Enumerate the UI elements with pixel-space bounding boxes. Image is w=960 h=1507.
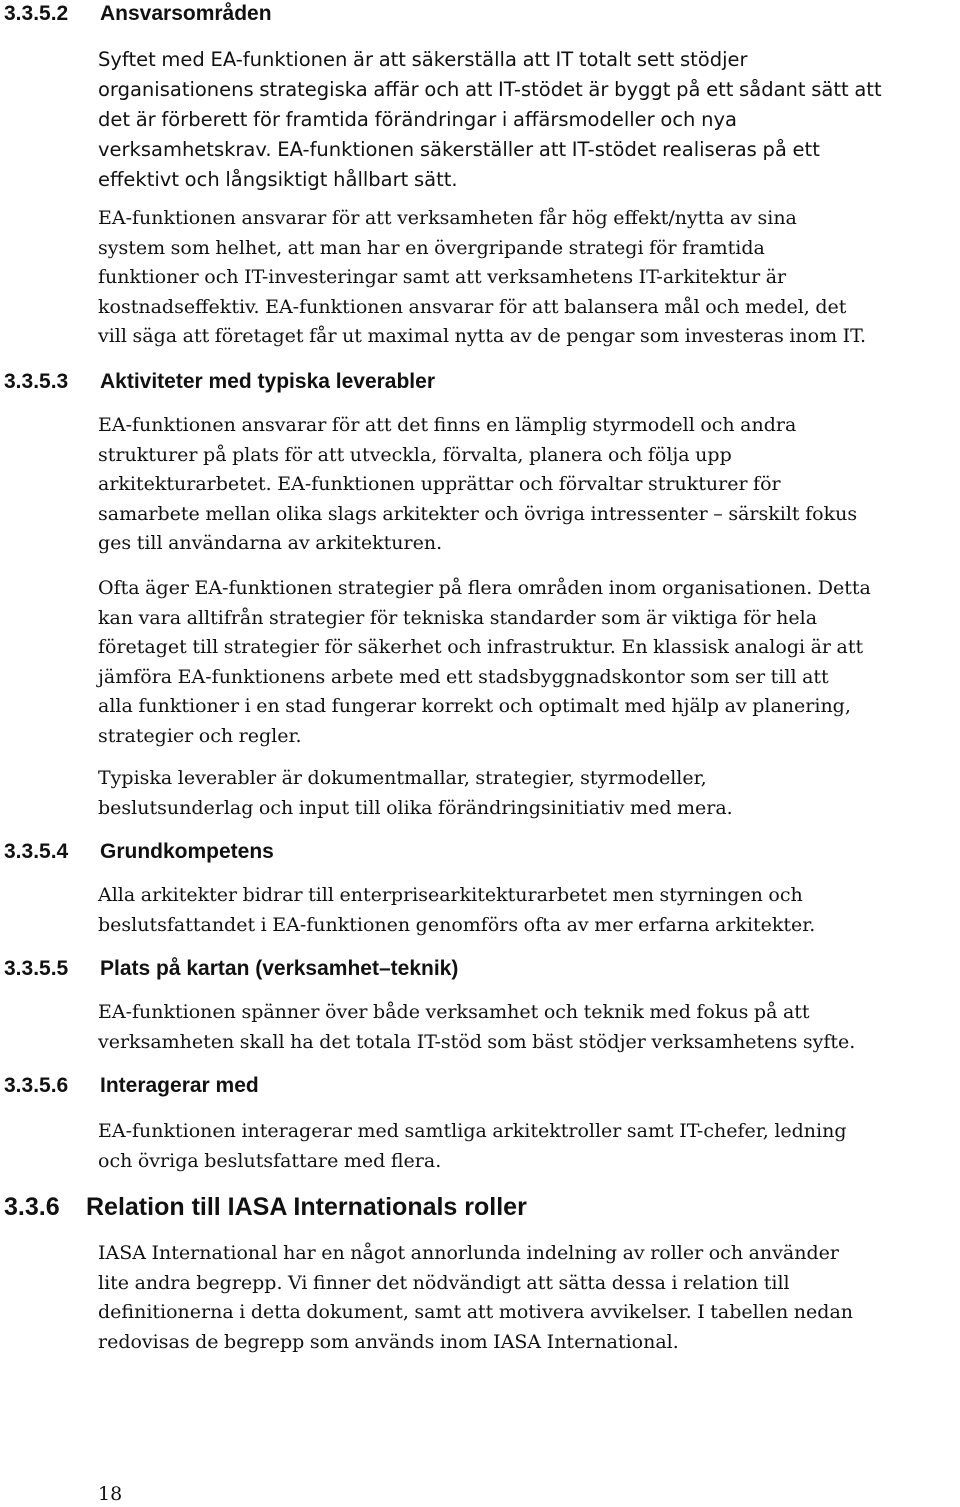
section-number: 3.3.5.2 [4, 2, 69, 25]
section-number: 3.3.5.6 [4, 1074, 69, 1097]
section-number: 3.3.5.5 [4, 957, 69, 980]
paragraph-strategier: Ofta äger EA-funktionen strategier på flera områden inom organisationen. Detta kan vara alltifrån strategier för tekniska standarder som är viktiga för hela företaget till strategier för säkerhet och infrastruktur. En klassisk analogi är att jämföra EA-funktionens arbete med ett stadsbyggnadskontor som ser till att alla funktioner i en stad fungerar korrekt och optimalt med hjälp av planering, strategier och regler. [98, 577, 871, 747]
section-title: Ansvarsområden [100, 2, 272, 25]
paragraph-syfte: Syftet med EA-funktionen är att säkerställa att IT totalt sett stödjer organisationens strategiska affär och att IT-stödet är byggt på ett sådant sätt att det är förberett för framtida förändringar i affärsmodeller och nya verksamhetskrav. EA-funktionen säkerställer att IT-stödet realiseras på ett effektivt och långsiktigt hållbart sätt. [98, 48, 882, 191]
paragraph-styrmodell: EA-funktionen ansvarar för att det finns en lämplig styrmodell och andra strukturer på plats för att utveckla, förvalta, planera och följa upp arkitekturarbetet. EA-funktionen upprättar och förvaltar strukturer för samarbete mellan olika slags arkitekter och övriga intressenter – särskilt fokus ges till användarna av arkitekturen. [98, 414, 858, 554]
section-number: 3.3.6 [4, 1193, 60, 1221]
paragraph-interagerar: EA-funktionen interagerar med samtliga arkitektroller samt IT-chefer, ledning och övriga beslutsfattare med flera. [98, 1120, 847, 1172]
paragraph-ansvar: EA-funktionen ansvarar för att verksamheten får hög effekt/nytta av sina system som helhet, att man har en övergripande strategi för framtida funktioner och IT-investeringar samt att verksamhetens IT-arkitektur är kostnadseffektiv. EA-funktionen ansvarar för att balansera mål och medel, det vill säga att företaget får ut maximal nytta av de pengar som investeras inom IT. [98, 207, 867, 347]
paragraph-grundkompetens: Alla arkitekter bidrar till enterprisearkitekturarbetet men styrningen och beslutsfattandet i EA-funktionen genomförs ofta av mer erfarna arkitekter. [98, 884, 816, 936]
section-number: 3.3.5.4 [4, 840, 69, 863]
paragraph-iasa: IASA International har en något annorlunda indelning av roller och använder lite andra begrepp. Vi finner det nödvändigt att sätta dessa i relation till definitionerna i detta dokument, samt att motivera avvikelser. I tabellen nedan redovisas de begrepp som används inom IASA International. [98, 1242, 854, 1353]
section-title: Aktiviteter med typiska leverabler [100, 370, 435, 393]
section-heading-3-3-6 [4, 1192, 527, 1222]
section-heading-3-3-5-2 [4, 1, 272, 27]
section-heading-3-3-5-5 [4, 956, 458, 982]
page-number: 18 [98, 1483, 123, 1505]
section-title: Interagerar med [100, 1074, 259, 1097]
paragraph-plats-pa-kartan: EA-funktionen spänner över både verksamhet och teknik med fokus på att verksamheten skall ha det totala IT-stöd som bäst stödjer verksamhetens syfte. [98, 1001, 856, 1053]
section-heading-3-3-5-4 [4, 839, 274, 865]
section-number: 3.3.5.3 [4, 370, 69, 393]
section-title: Plats på kartan (verksamhet–teknik) [100, 957, 459, 980]
section-title: Relation till IASA Internationals roller [86, 1193, 527, 1221]
section-heading-3-3-5-3 [4, 369, 435, 395]
section-title: Grundkompetens [100, 840, 274, 863]
paragraph-leverabler: Typiska leverabler är dokumentmallar, strategier, styrmodeller, beslutsunderlag och input till olika förändringsinitiativ med mera. [98, 767, 733, 819]
section-heading-3-3-5-6 [4, 1073, 259, 1099]
